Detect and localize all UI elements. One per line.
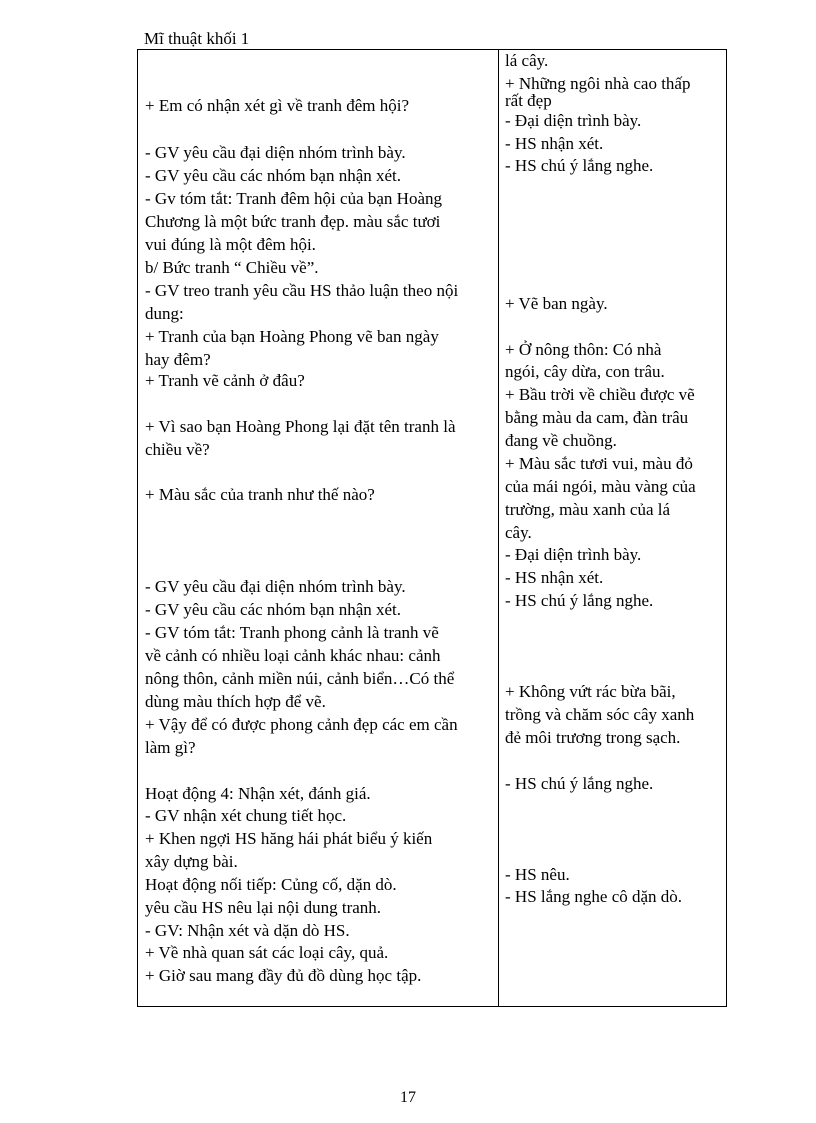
left-line: + Màu sắc của tranh như thế nào?: [145, 485, 375, 504]
right-line: lá cây.: [505, 51, 549, 70]
left-line: chiều về?: [145, 440, 210, 459]
right-line: - HS nhận xét.: [505, 134, 604, 153]
left-line: Chương là một bức tranh đẹp. màu sắc tươi: [145, 212, 441, 231]
lesson-table: [137, 49, 727, 1007]
right-line: + Những ngôi nhà cao thấp: [505, 74, 691, 93]
left-line: + Khen ngợi HS hăng hái phát biểu ý kiến: [145, 829, 433, 848]
left-line: + Vì sao bạn Hoàng Phong lại đặt tên tranh là: [145, 417, 456, 436]
right-line: cây.: [505, 523, 532, 542]
left-line: hay đêm?: [145, 350, 211, 369]
right-line: đang về chuồng.: [505, 431, 617, 450]
left-line: - GV nhận xét chung tiết học.: [145, 806, 347, 825]
left-line: - GV tóm tắt: Tranh phong cảnh là tranh vẽ: [145, 623, 439, 642]
left-line: + Tranh vẽ cảnh ở đâu?: [145, 371, 305, 390]
page-header: Mĩ thuật khối 1: [144, 29, 250, 48]
left-line: + Giờ sau mang đầy đủ đồ dùng học tập.: [145, 966, 422, 985]
right-line: - HS chú ý lắng nghe.: [505, 156, 654, 175]
left-line: về cảnh có nhiều loại cảnh khác nhau: cảnh: [145, 646, 441, 665]
left-line: dung:: [145, 304, 184, 323]
right-line: - HS lắng nghe cô dặn dò.: [505, 887, 683, 906]
right-line: rất đẹp: [505, 91, 552, 110]
left-line: - Gv tóm tắt: Tranh đêm hội của bạn Hoàng: [145, 189, 442, 208]
left-line: dùng màu thích hợp để vẽ.: [145, 692, 326, 711]
page-number: 17: [400, 1089, 416, 1106]
left-line: - GV treo tranh yêu cầu HS thảo luận theo nội: [145, 281, 459, 300]
right-line: ngói, cây dừa, con trâu.: [505, 362, 665, 381]
left-line: yêu cầu HS nêu lại nội dung tranh.: [145, 898, 382, 917]
left-line: + Vậy để có được phong cảnh đẹp các em cần: [145, 715, 458, 734]
right-line: + Ở nông thôn: Có nhà: [505, 340, 662, 359]
left-line: - GV: Nhận xét và dặn dò HS.: [145, 921, 350, 940]
right-line: đẻ môi trương trong sạch.: [505, 728, 681, 747]
column-divider: [498, 50, 499, 1006]
right-line: - HS nhận xét.: [505, 568, 604, 587]
left-line: xây dựng bài.: [145, 852, 238, 871]
left-line: vui đúng là một đêm hội.: [145, 235, 316, 254]
right-line: - HS chú ý lắng nghe.: [505, 774, 654, 793]
left-line: - GV yêu cầu đại diện nhóm trình bày.: [145, 143, 406, 162]
left-line: - GV yêu cầu các nhóm bạn nhận xét.: [145, 166, 402, 185]
left-line: - GV yêu cầu các nhóm bạn nhận xét.: [145, 600, 402, 619]
left-line: + Tranh của bạn Hoàng Phong vẽ ban ngày: [145, 327, 439, 346]
left-line: nông thôn, cảnh miền núi, cảnh biển…Có thể: [145, 669, 455, 688]
left-line: - GV yêu cầu đại diện nhóm trình bày.: [145, 577, 406, 596]
left-line: làm gì?: [145, 738, 196, 757]
right-line: trồng và chăm sóc cây xanh: [505, 705, 695, 724]
right-line: bằng màu da cam, đàn trâu: [505, 408, 689, 427]
right-line: + Không vứt rác bừa bãi,: [505, 682, 676, 701]
right-line: - HS chú ý lắng nghe.: [505, 591, 654, 610]
right-line: + Bầu trời về chiều được vẽ: [505, 385, 695, 404]
right-line: trường, màu xanh của lá: [505, 500, 671, 519]
left-line: + Em có nhận xét gì về tranh đêm hội?: [145, 96, 410, 115]
right-line: + Vẽ ban ngày.: [505, 294, 608, 313]
left-line: Hoạt động 4: Nhận xét, đánh giá.: [145, 784, 371, 803]
left-line: Hoạt động nối tiếp: Củng cố, dặn dò.: [145, 875, 397, 894]
left-line: b/ Bức tranh “ Chiều về”.: [145, 258, 319, 277]
left-line: + Về nhà quan sát các loại cây, quả.: [145, 943, 389, 962]
right-line: + Màu sắc tươi vui, màu đỏ: [505, 454, 693, 473]
right-line: - Đại diện trình bày.: [505, 111, 642, 130]
right-line: của mái ngói, màu vàng của: [505, 477, 696, 496]
right-line: - Đại diện trình bày.: [505, 545, 642, 564]
right-line: - HS nêu.: [505, 865, 570, 884]
